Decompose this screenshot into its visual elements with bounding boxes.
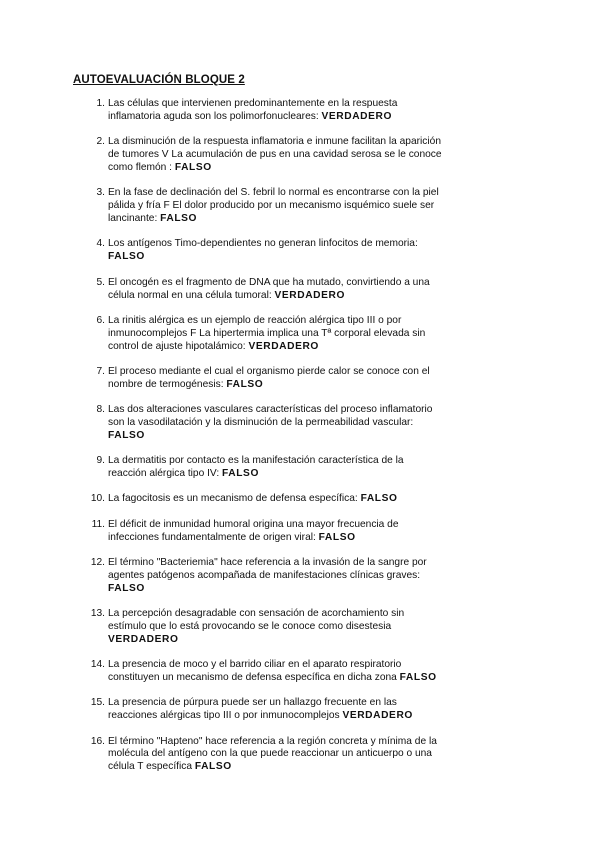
question-number: 4. [96, 238, 105, 250]
question-number: 12. [90, 556, 105, 568]
question-number: 10. [90, 493, 105, 505]
question-item [88, 557, 443, 596]
question-number: 16. [90, 735, 105, 747]
question-item [88, 493, 443, 506]
question-body [108, 557, 427, 594]
question-item [88, 455, 443, 481]
question-body [108, 697, 413, 721]
question-number: 7. [96, 365, 105, 377]
question-text: En la fase de declinación del S. febril lo normal es encontrarse con la piel pálida y fría F El dolor producido por un mecanismo isquémico suele ser lancinante: [108, 187, 439, 225]
question-text: Los antígenos Timo-dependientes no generan linfocitos de memoria: [108, 238, 418, 250]
page-title: AUTOEVALUACIÓN BLOQUE 2 [73, 74, 245, 86]
question-text: El oncogén es el fragmento de DNA que ha mutado, convirtiendo a una célula normal en una célula tumoral: [108, 276, 430, 301]
question-number: 5. [96, 276, 105, 288]
answer-label: FALSO [108, 582, 145, 594]
answer-label: FALSO [399, 672, 437, 684]
question-item [88, 187, 443, 226]
question-text: La rinitis alérgica es un ejemplo de reacción alérgica tipo III o por inmunocomplejos F La hipertermia implica una Tª corporal elevada sin control de ajuste hipotalámico: [108, 314, 426, 352]
question-text: La presencia de moco y el barrido ciliar en el aparato respiratorio constituyen un mecanismo de defensa específica en dicha zona [108, 659, 402, 684]
question-number: 11. [91, 518, 105, 530]
question-item [88, 136, 443, 175]
question-body [108, 455, 404, 479]
question-body [108, 404, 432, 441]
question-number: 8. [96, 404, 105, 416]
question-number: 3. [96, 187, 105, 199]
question-number: 2. [96, 136, 105, 148]
question-number: 6. [96, 314, 105, 326]
question-body [108, 493, 398, 504]
answer-label: FALSO [318, 531, 356, 543]
question-text: La dermatitis por contacto es la manifestación característica de la reacción alérgica tipo IV: [108, 455, 404, 480]
question-text: La disminución de la respuesta inflamatoria e inmune facilitan la aparición de tumores V La acumulación de pus en una cavidad serosa se le conoce como flemón : [108, 136, 442, 174]
answer-label: FALSO [108, 429, 145, 441]
question-number: 13. [90, 608, 105, 620]
question-body [108, 136, 442, 173]
question-text: Las dos alteraciones vasculares características del proceso inflamatorio son la vasodilatación y la disminución de la permeabilidad vascular: [108, 404, 433, 429]
answer-label: VERDADERO [248, 340, 319, 352]
question-body [108, 519, 399, 543]
answer-label: FALSO [360, 493, 398, 505]
answer-label: VERDADERO [342, 710, 413, 722]
answer-label: FALSO [108, 251, 145, 263]
question-body [108, 277, 430, 301]
answer-label: FALSO [194, 761, 232, 773]
answer-label: VERDADERO [108, 633, 179, 645]
question-number: 14. [90, 659, 105, 671]
question-item [88, 736, 443, 775]
question-text: El déficit de inmunidad humoral origina una mayor frecuencia de infecciones fundamentalmente de origen viral: [108, 518, 399, 543]
question-item [88, 697, 443, 723]
question-text: El término "Hapteno" hace referencia a la región concreta y mínima de la molécula del antígeno con la que puede reaccionar un anticuerpo o una célula T específica [108, 735, 437, 773]
answer-label: FALSO [226, 378, 264, 390]
question-body [108, 238, 418, 262]
question-text: La fagocitosis es un mecanismo de defensa específica: [108, 493, 361, 505]
question-number: 9. [96, 455, 105, 467]
question-body [108, 366, 430, 390]
question-item [88, 366, 443, 392]
question-body [108, 736, 437, 773]
question-text: El término "Bacteriemia" hace referencia a la invasión de la sangre por agentes patógenos acompañada de manifestaciones clínicas graves: [108, 556, 427, 581]
question-text: El proceso mediante el cual el organismo pierde calor se conoce con el nombre de termogénesis: [108, 365, 430, 390]
question-text: La percepción desagradable con sensación de acorchamiento sin estímulo que lo está provocando se le conoce como disestesia [108, 608, 405, 632]
answer-label: FALSO [174, 162, 212, 174]
question-body [108, 315, 425, 352]
question-list [88, 98, 443, 787]
question-item [88, 98, 443, 124]
question-item [88, 238, 443, 264]
question-item [88, 608, 443, 647]
question-body [108, 659, 437, 683]
question-body [108, 608, 404, 645]
question-item [88, 404, 443, 443]
answer-label: FALSO [160, 213, 198, 225]
question-body [108, 187, 439, 224]
question-text: La presencia de púrpura puede ser un hallazgo frecuente en las reacciones alérgicas tipo III o por inmunocomplejos [108, 697, 397, 722]
question-number: 15. [90, 697, 105, 709]
question-body [108, 98, 397, 122]
answer-label: FALSO [222, 468, 259, 480]
question-item [88, 277, 443, 303]
question-text: Las células que intervienen predominantemente en la respuesta inflamatoria aguda son los polimorfonucleares: [108, 98, 398, 122]
question-item [88, 519, 443, 545]
question-number: 1. [96, 98, 105, 109]
answer-label: VERDADERO [274, 289, 345, 301]
question-item [88, 315, 443, 354]
question-item [88, 659, 443, 685]
answer-label: VERDADERO [321, 110, 392, 122]
